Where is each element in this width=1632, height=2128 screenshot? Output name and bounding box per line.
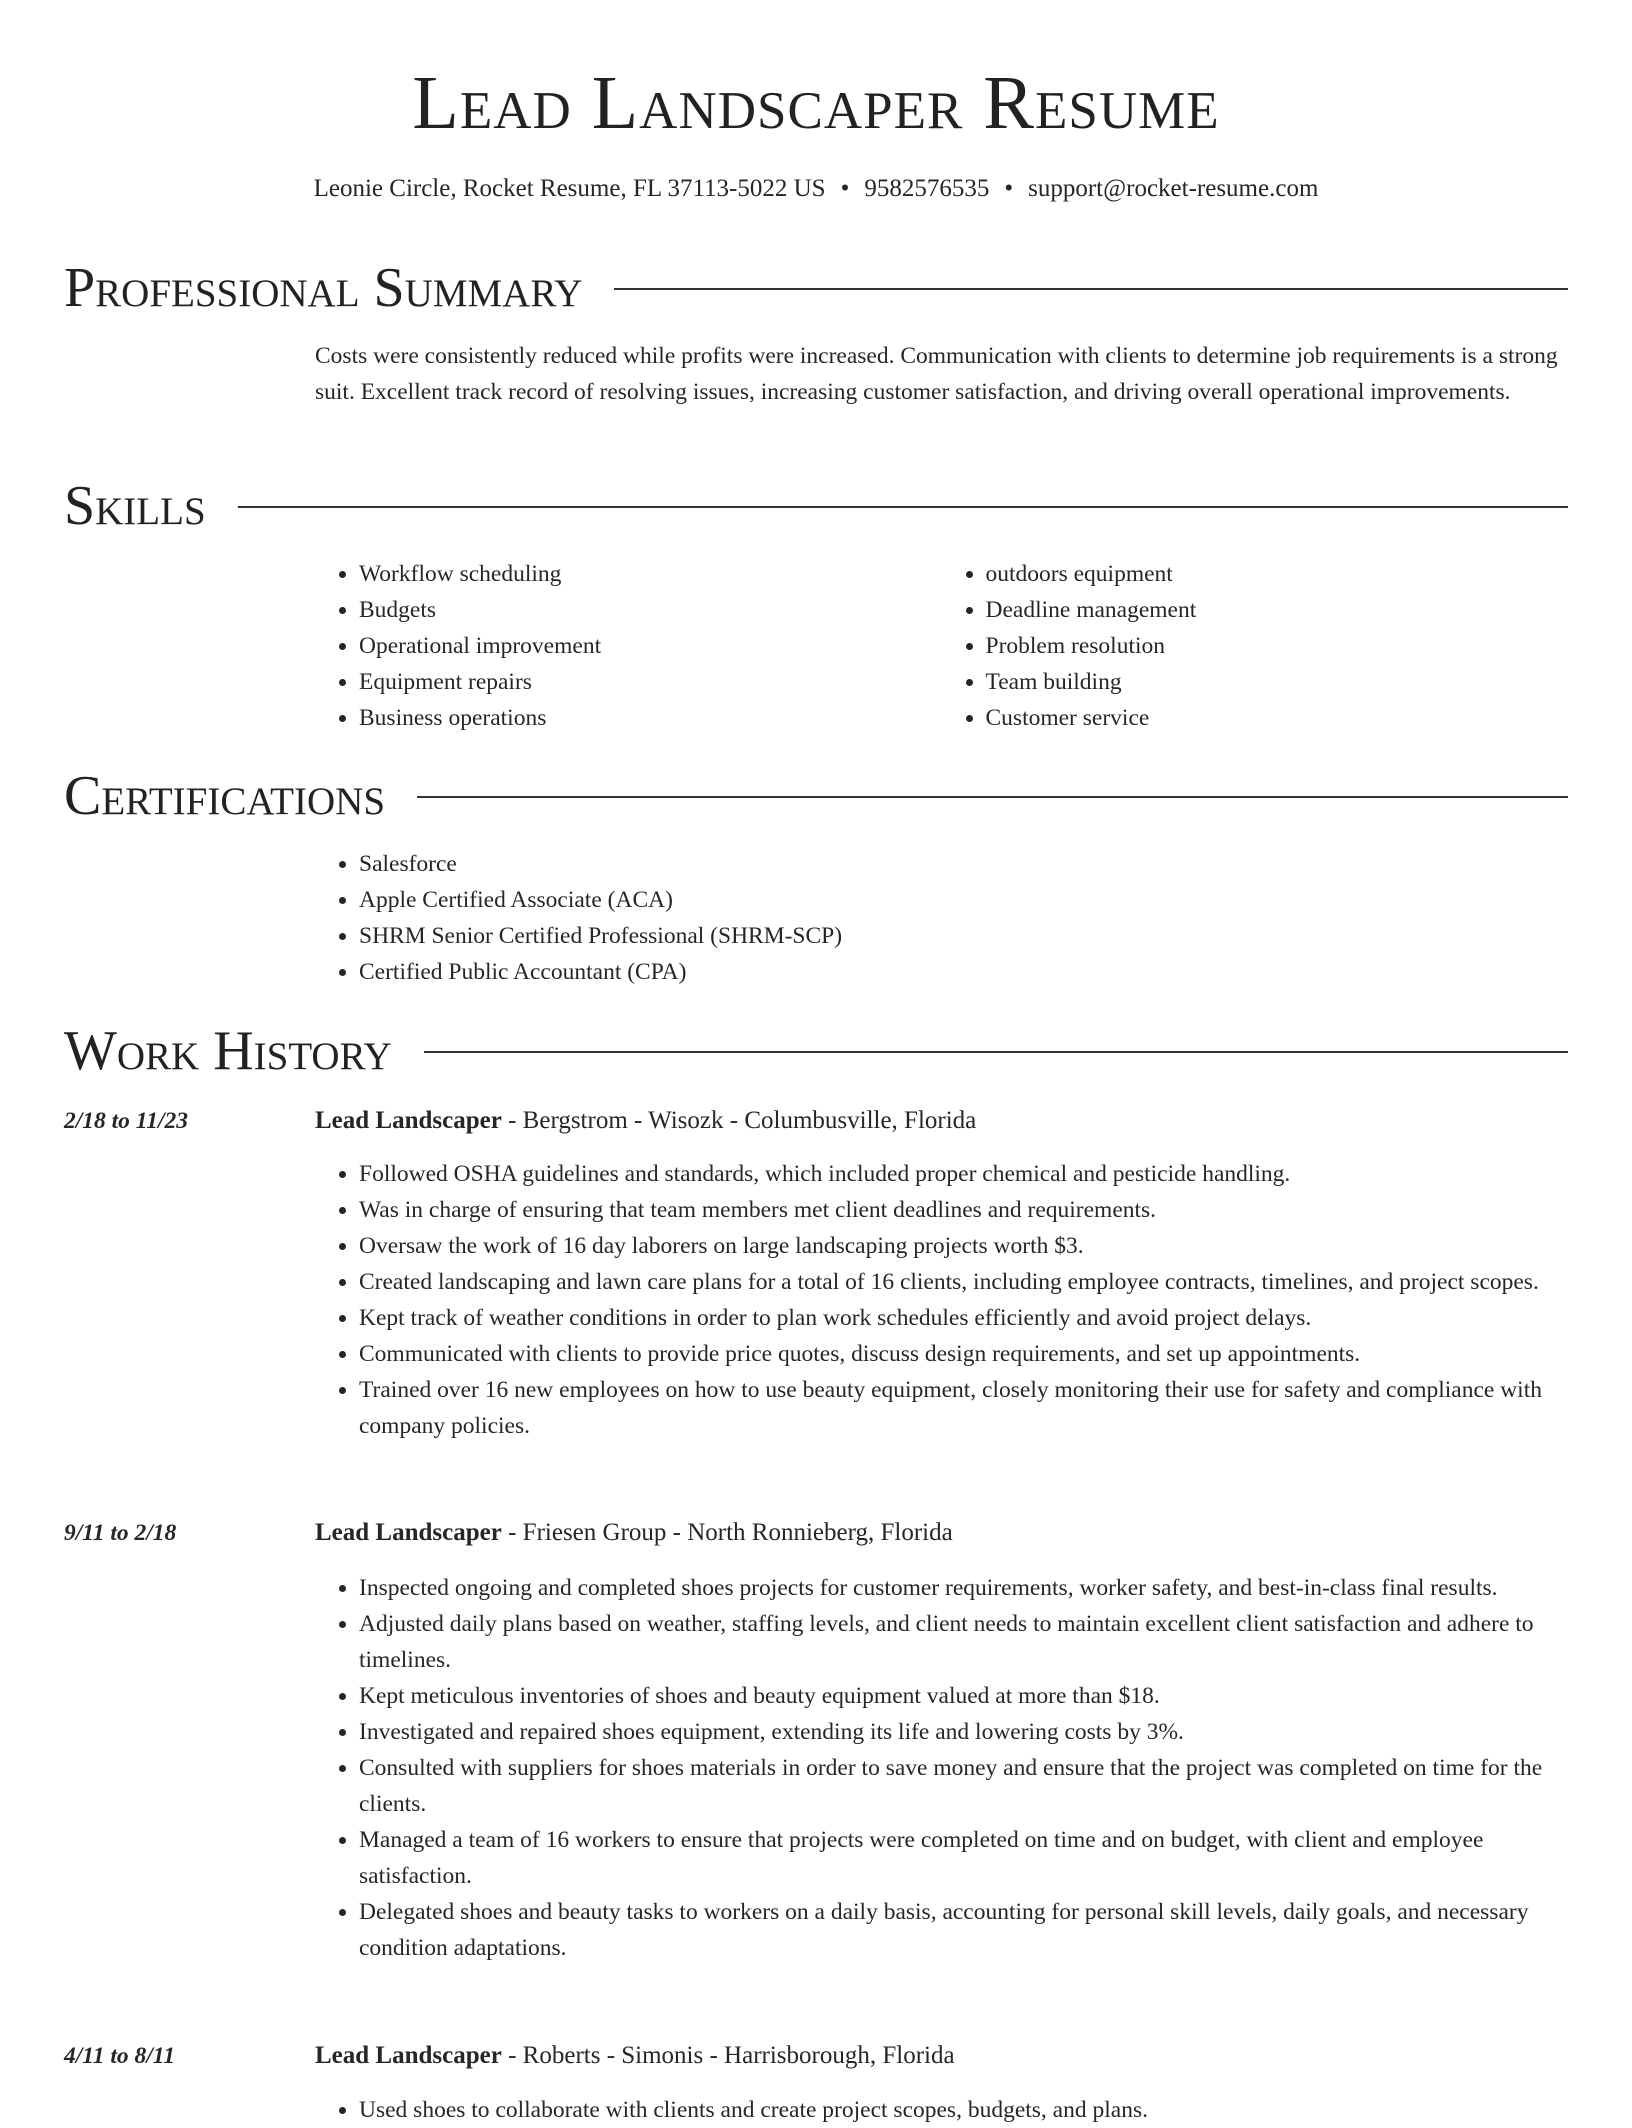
section-divider [424, 1051, 1568, 1053]
resume-title: Lead Landscaper Resume [412, 61, 1220, 145]
work-section-header [64, 1021, 1568, 1081]
contact-email[interactable]: support@rocket-resume.com [1028, 175, 1319, 202]
job-employer: - Friesen Group - North Ronnieberg, Florida [501, 1519, 953, 1546]
list-item: • Kept meticulous inventories of shoes and beauty equipment valued at more than $18. [359, 1678, 1568, 1714]
job-bullets [315, 2092, 1568, 2128]
job-title: Lead Landscaper [315, 2042, 502, 2069]
certifications-heading: Certifications [64, 765, 386, 827]
job-heading [315, 1103, 1568, 1139]
section-divider [238, 506, 1568, 508]
list-item: • Followed OSHA guidelines and standards, which included proper chemical and pesticide handling. [359, 1156, 1568, 1192]
work-heading: Work History [64, 1020, 392, 1082]
list-item: • Apple Certified Associate (ACA) [359, 882, 1568, 918]
list-item: • Managed a team of 16 workers to ensure that projects were completed on time and on budget, with client and employee satisfaction. [359, 1822, 1568, 1894]
list-item: • Kept track of weather conditions in order to plan work schedules efficiently and avoid project delays. [359, 1300, 1568, 1336]
skills-column-left [315, 556, 942, 736]
job-dates: 4/11 to 8/11 [64, 2043, 175, 2069]
list-item: • outdoors equipment [986, 556, 1569, 592]
list-item: • Operational improvement [359, 628, 942, 664]
contact-separator: • [840, 175, 850, 202]
list-item: • Delegated shoes and beauty tasks to workers on a daily basis, accounting for personal skill levels, daily goals, and necessary condition adaptations. [359, 1894, 1568, 1966]
summary-section-header [64, 258, 1568, 318]
job-heading [315, 2038, 1568, 2074]
list-item: • Investigated and repaired shoes equipment, extending its life and lowering costs by 3%. [359, 1714, 1568, 1750]
certifications-section-header [64, 766, 1568, 826]
resume-page [64, 0, 1568, 2123]
contact-address: Leonie Circle, Rocket Resume, FL 37113-5022 US [313, 175, 826, 202]
list-item: • Customer service [986, 700, 1569, 736]
skills-section-header [64, 476, 1568, 536]
job-employer: - Roberts - Simonis - Harrisborough, Florida [501, 2042, 955, 2069]
list-item: • Inspected ongoing and completed shoes projects for customer requirements, worker safety, and best-in-class final results. [359, 1570, 1568, 1606]
list-item: • Trained over 16 new employees on how to use beauty equipment, closely monitoring their use for safety and compliance with company policies. [359, 1372, 1568, 1444]
list-item: • Team building [986, 664, 1569, 700]
list-item: • Consulted with suppliers for shoes materials in order to save money and ensure that the project was completed on time for the clients. [359, 1750, 1568, 1822]
certifications-list [315, 846, 1568, 990]
list-item: • Was in charge of ensuring that team members met client deadlines and requirements. [359, 1192, 1568, 1228]
list-item: • Certified Public Accountant (CPA) [359, 954, 1568, 990]
list-item: • Equipment repairs [359, 664, 942, 700]
skills-list [315, 556, 1568, 736]
summary-text: Costs were consistently reduced while profits were increased. Communication with clients to determine job requirements is a strong suit. Excellent track record of resolving issues, increasing customer satisfaction, and driving overall operational improvements. [315, 343, 1558, 405]
list-item: • Workflow scheduling [359, 556, 942, 592]
contact-line [64, 174, 1568, 204]
contact-phone: 9582576535 [864, 175, 990, 202]
job-title: Lead Landscaper [315, 1519, 502, 1546]
list-item: • SHRM Senior Certified Professional (SHRM-SCP) [359, 918, 1568, 954]
list-item: • Created landscaping and lawn care plans for a total of 16 clients, including employee contracts, timelines, and project scopes. [359, 1264, 1568, 1300]
skills-heading: Skills [64, 475, 206, 537]
job-heading [315, 1515, 1568, 1551]
contact-separator: • [1004, 175, 1014, 202]
list-item: • Oversaw the work of 16 day laborers on large landscaping projects worth $3. [359, 1228, 1568, 1264]
list-item: • Deadline management [986, 592, 1569, 628]
list-item: • Budgets [359, 592, 942, 628]
job-employer: - Bergstrom - Wisozk - Columbusville, Florida [501, 1107, 977, 1134]
list-item: • Adjusted daily plans based on weather, staffing levels, and client needs to maintain excellent client satisfaction and adhere to timelines. [359, 1606, 1568, 1678]
list-item: • Salesforce [359, 846, 1568, 882]
job-title: Lead Landscaper [315, 1107, 502, 1134]
section-divider [614, 288, 1568, 290]
summary-heading: Professional Summary [64, 257, 583, 319]
list-item: • Communicated with clients to provide price quotes, discuss design requirements, and set up appointments. [359, 1336, 1568, 1372]
list-item: • Used shoes to collaborate with clients and create project scopes, budgets, and plans. [359, 2092, 1568, 2128]
job-bullets [315, 1156, 1568, 1444]
job-dates: 9/11 to 2/18 [64, 1520, 177, 1546]
list-item: • Business operations [359, 700, 942, 736]
section-divider [417, 796, 1568, 798]
list-item: • Problem resolution [986, 628, 1569, 664]
job-dates: 2/18 to 11/23 [64, 1108, 189, 1134]
skills-column-right [942, 556, 1569, 736]
job-bullets [315, 1570, 1568, 1966]
